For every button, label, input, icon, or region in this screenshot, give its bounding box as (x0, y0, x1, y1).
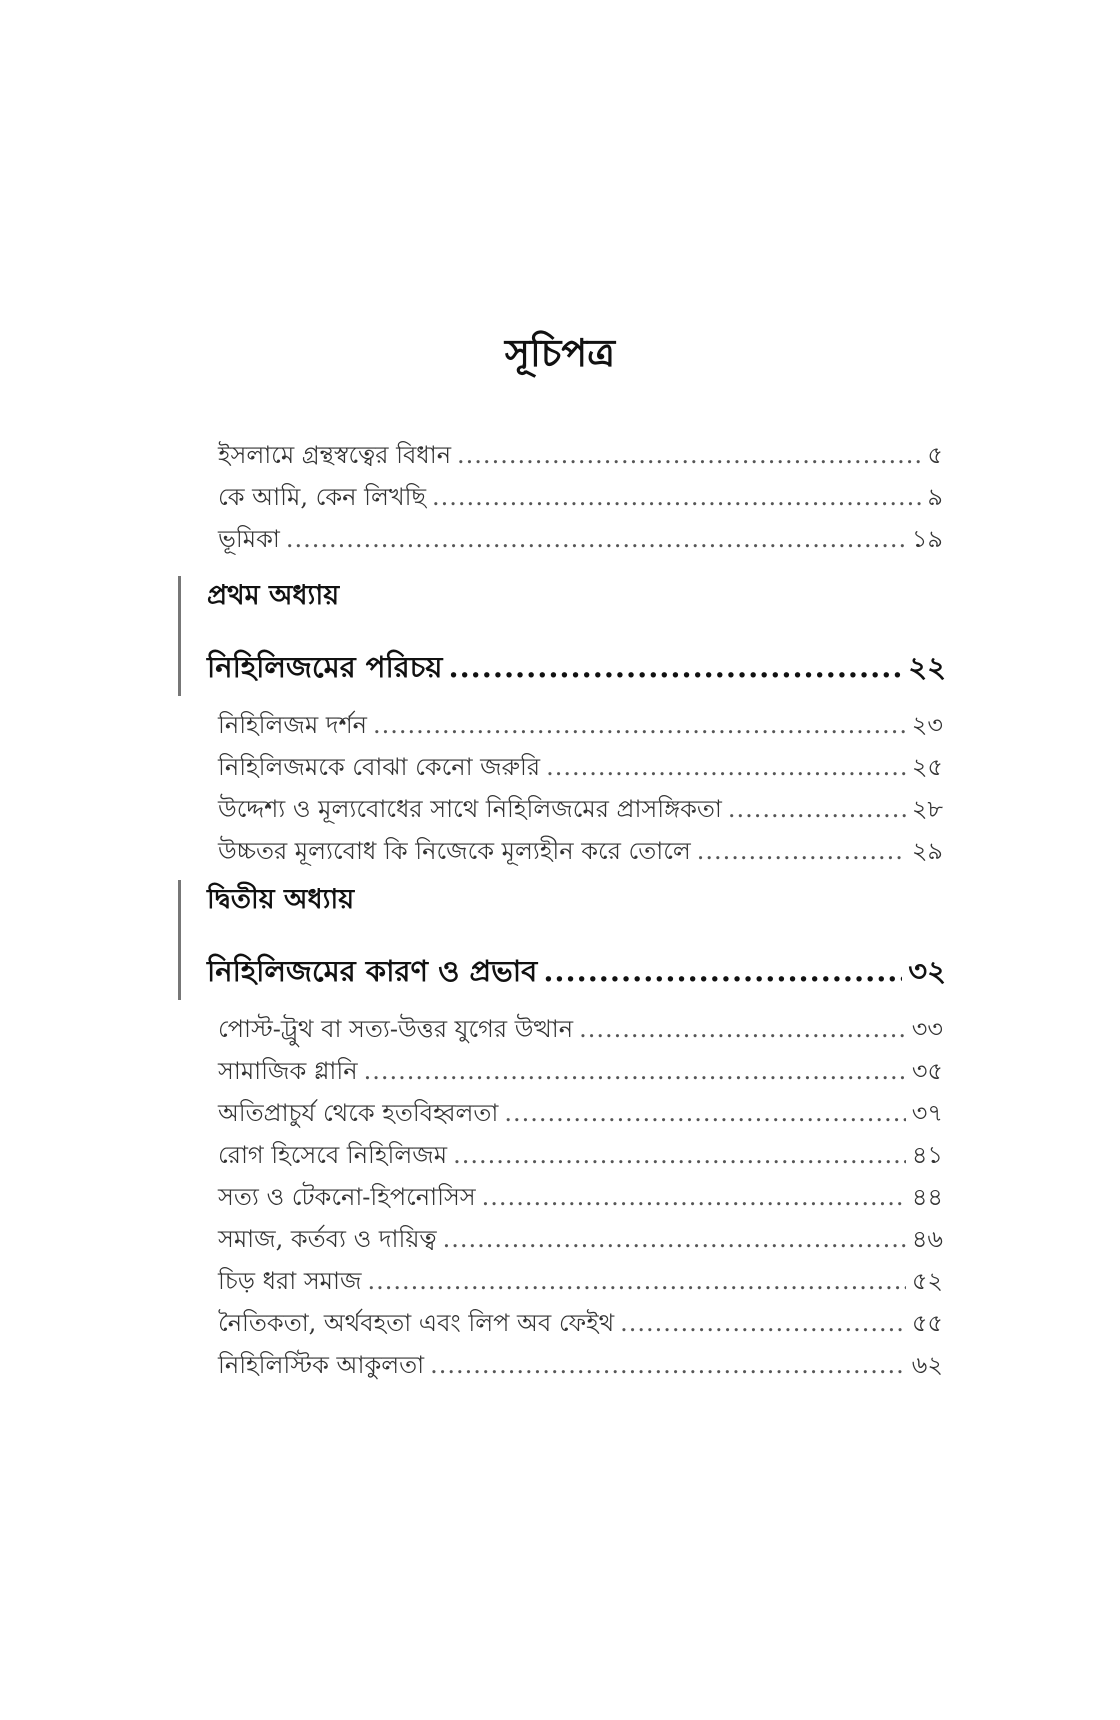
dot-leader (286, 518, 906, 560)
dot-leader (620, 1302, 906, 1344)
dot-leader (448, 644, 902, 690)
toc-entry-label: চিড় ধরা সমাজ (218, 1267, 362, 1295)
dot-leader (364, 1050, 906, 1092)
toc-entry-page: ৯ (927, 483, 943, 511)
toc-entry-page: ১৯ (911, 525, 943, 553)
toc-entry[interactable] (218, 788, 943, 830)
toc-entry[interactable] (218, 1134, 943, 1176)
toc-entry-label: উদ্দেশ্য ও মূল্যবোধের সাথে নিহিলিজমের প্রাসঙ্গিকতা (218, 795, 722, 823)
toc-entry-page: ৪৬ (911, 1225, 943, 1253)
dot-leader (457, 434, 921, 476)
toc-entry[interactable] (218, 1050, 943, 1092)
toc-entry[interactable] (218, 1302, 943, 1344)
toc-entry-page: ৫ (927, 441, 943, 469)
toc-entry-label: ইসলামে গ্রন্থস্বত্বের বিধান (218, 441, 452, 469)
chapter-title-row[interactable] (207, 644, 946, 690)
toc-entry[interactable] (218, 1344, 943, 1386)
toc-entry[interactable] (218, 830, 943, 872)
dot-leader (367, 1260, 905, 1302)
dot-leader (504, 1092, 905, 1134)
toc-entry-page: ৩৫ (911, 1057, 943, 1085)
chapter-1-heading (178, 576, 946, 696)
dot-leader (453, 1134, 906, 1176)
toc-entry-label: রোগ হিসেবে নিহিলিজম (218, 1141, 448, 1169)
toc-entry[interactable] (218, 1008, 943, 1050)
toc-entry-page: ২৯ (911, 837, 943, 865)
toc-entry-label: নৈতিকতা, অর্থবহতা এবং লিপ অব ফেইথ (218, 1309, 615, 1337)
toc-entry[interactable] (218, 1176, 943, 1218)
toc-entry-label: নিহিলিস্টিক আকুলতা (218, 1351, 425, 1379)
chapter-title-row[interactable] (207, 948, 946, 994)
dot-leader (697, 830, 906, 872)
toc-entry-label: পোস্ট-ট্রুথ বা সত্য-উত্তর যুগের উত্থান (218, 1015, 574, 1043)
chapter-page: ২২ (908, 650, 946, 684)
toc-entry-label: সত্য ও টেকনো-হিপনোসিস (218, 1183, 476, 1211)
toc-entry-label: কে আমি, কেন লিখছি (218, 483, 427, 511)
toc-entry-page: ২৩ (911, 711, 943, 739)
toc-entry-label: নিহিলিজমকে বোঝা কেনো জরুরি (218, 753, 541, 781)
dot-leader (430, 1344, 906, 1386)
toc-entry[interactable] (218, 1218, 943, 1260)
toc-entry-page: ২৮ (911, 795, 943, 823)
chapter-2-heading (178, 880, 946, 1000)
toc-entry[interactable] (218, 704, 943, 746)
toc-entry-label: অতিপ্রাচুর্য থেকে হতবিহ্বলতা (218, 1099, 499, 1127)
dot-leader (432, 476, 921, 518)
dot-leader (579, 1008, 906, 1050)
dot-leader (373, 704, 906, 746)
toc-entry-preface[interactable] (218, 518, 943, 560)
toc-entry-page: ৩৭ (911, 1099, 943, 1127)
chapter-label: প্রথম অধ্যায় (207, 580, 340, 611)
toc-entry-page: ২৫ (911, 753, 943, 781)
chapter-page: ৩২ (908, 954, 946, 988)
toc-entry-page: ৫৫ (911, 1309, 943, 1337)
dot-leader (482, 1176, 906, 1218)
toc-entry-label: সামাজিক গ্লানি (218, 1057, 358, 1085)
toc-entry-page: ৪১ (911, 1141, 943, 1169)
dot-leader (543, 948, 902, 994)
toc-entry-label: উচ্চতর মূল্যবোধ কি নিজেকে মূল্যহীন করে তোলে (218, 837, 691, 865)
toc-entry-page: ৬২ (911, 1351, 943, 1379)
page-title: সূচিপত্র (504, 330, 616, 375)
dot-leader (443, 1218, 906, 1260)
toc-entry-label: নিহিলিজম দর্শন (218, 711, 367, 739)
toc-entry-who-am-i[interactable] (218, 476, 943, 518)
toc-entry[interactable] (218, 1260, 943, 1302)
toc-entry-page: ৩৩ (911, 1015, 943, 1043)
toc-entry[interactable] (218, 1092, 943, 1134)
toc-entry-copyright[interactable] (218, 434, 943, 476)
chapter-title: নিহিলিজমের কারণ ও প্রভাব (207, 954, 538, 988)
dot-leader (728, 788, 906, 830)
toc-entry-page: ৫২ (911, 1267, 943, 1295)
toc-entry-label: সমাজ, কর্তব্য ও দায়িত্ব (218, 1225, 437, 1253)
chapter-label: দ্বিতীয় অধ্যায় (207, 884, 355, 915)
toc-entry[interactable] (218, 746, 943, 788)
toc-entry-page: ৪৪ (911, 1183, 943, 1211)
toc-entry-label: ভূমিকা (218, 525, 280, 553)
chapter-title: নিহিলিজমের পরিচয় (207, 650, 443, 684)
dot-leader (546, 746, 906, 788)
